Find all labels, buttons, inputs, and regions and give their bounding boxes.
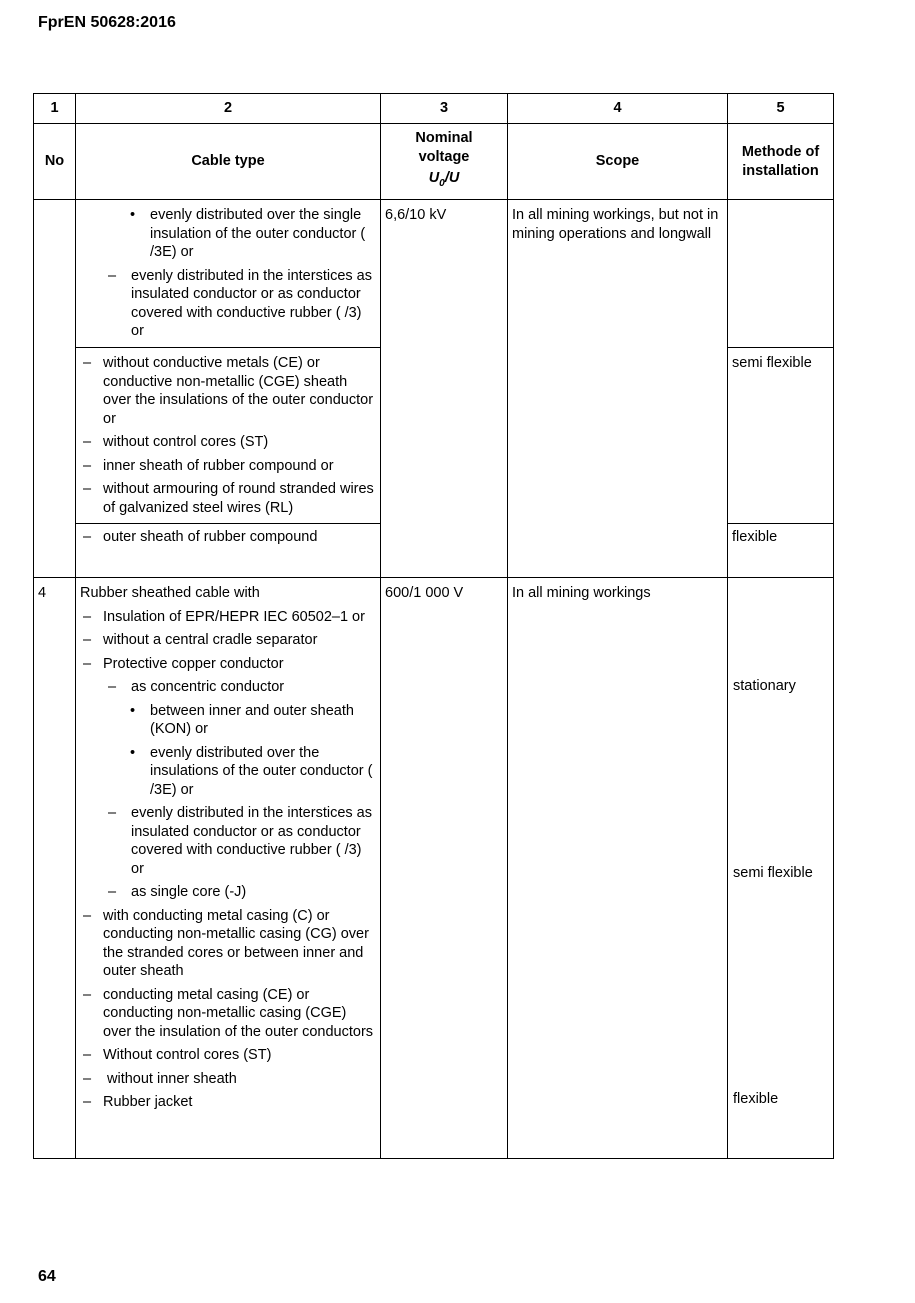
row4-method-cell [728,578,834,1159]
cont-method-cell-a [728,200,834,348]
row4-voltage: 600/1 000 V [381,578,508,1159]
row4-scope: In all mining workings [508,578,728,1159]
col-number-1: 1 [34,94,76,124]
document-id: FprEN 50628:2016 [38,14,176,31]
header-row [34,124,834,200]
cont-cable-cell-a [76,200,381,348]
list-item: – Without control cores (ST) [83,1047,272,1063]
list-item: – without inner sheath [83,1070,237,1087]
cont-voltage-cell: 6,6/10 kV [381,200,508,348]
list-item: – conducting metal casing (CE) or conducting non-metallic casing (CGE) over the insulation of the outer conductors [83,986,374,1040]
list-item: • evenly distributed over the insulations of the outer conductor ( /3E) or [130,744,373,798]
list-item: • between inner and outer sheath (KON) or [130,702,354,737]
col-number-4: 4 [508,94,728,124]
cont-row-a [34,200,834,348]
cont-cable-cell-c [76,524,381,578]
col-number-5: 5 [728,94,834,124]
list-item: • evenly distributed over the single insulation of the outer conductor ( /3E) or [130,207,366,260]
list-item: – without conductive metals (CE) or conductive non-metallic (CGE) sheath over the insulations of the outer conductor or [83,355,374,427]
cable-table [33,93,834,1159]
header-nominal-line1: Nominal [415,130,473,147]
cont-scope-cell: In all mining workings, but not in mining operations and longwall [508,200,728,348]
method-semi-flexible: semi flexible [733,865,813,881]
col-number-3: 3 [381,94,508,124]
list-item: – outer sheath of rubber compound [83,529,318,545]
list-item: – evenly distributed in the interstices as insulated conductor or as conductor covered with conductive rubber ( /3) or [108,267,372,339]
cont-row-b [34,348,834,524]
cont-method-cell-c: flexible [728,524,834,578]
list-item: – as concentric conductor [108,679,285,695]
header-no: No [34,124,76,200]
page-number: 64 [38,1268,56,1285]
list-item: – evenly distributed in the interstices as insulated conductor or as conductor covered with conductive rubber ( /3) or [108,805,372,877]
header-nominal-voltage [381,124,508,200]
cont-cable-cell-b [76,348,381,524]
list-item: – without armouring of round stranded wires of galvanized steel wires (RL) [83,481,374,516]
header-scope: Scope [508,124,728,200]
header-method: Methode of installation [728,124,834,200]
list-item: – without control cores (ST) [83,434,269,450]
cont-scope-lower [508,348,728,578]
cont-no-cell [34,200,76,578]
row4-cable-cell [76,578,381,1159]
header-cable-type: Cable type [76,124,381,200]
col-number-2: 2 [76,94,381,124]
method-flexible: flexible [733,1091,779,1107]
cont-voltage-lower [381,348,508,578]
header-voltage-symbol: $U_0/U$ [428,170,460,190]
list-item: – inner sheath of rubber compound or [83,457,334,474]
header-nominal-line2: voltage [418,148,470,165]
method-stationary: stationary [733,678,796,694]
row4-intro: Rubber sheathed cable with [80,585,260,601]
row-4 [34,578,834,1159]
list-item: – Protective copper conductor [83,655,284,672]
list-item: – Insulation of EPR/HEPR IEC 60502–1 or [83,608,365,625]
list-item: – with conducting metal casing (C) or conducting non-metallic casing (CG) over the stranded cores or between inner and outer sheath [83,907,369,979]
list-item: – as single core (-J) [108,884,247,900]
row4-no: 4 [34,578,76,1159]
cont-method-cell-b: semi flexible [728,348,834,524]
column-number-row [34,94,834,124]
list-item: – Rubber jacket [83,1094,193,1110]
list-item: – without a central cradle separator [83,632,318,648]
